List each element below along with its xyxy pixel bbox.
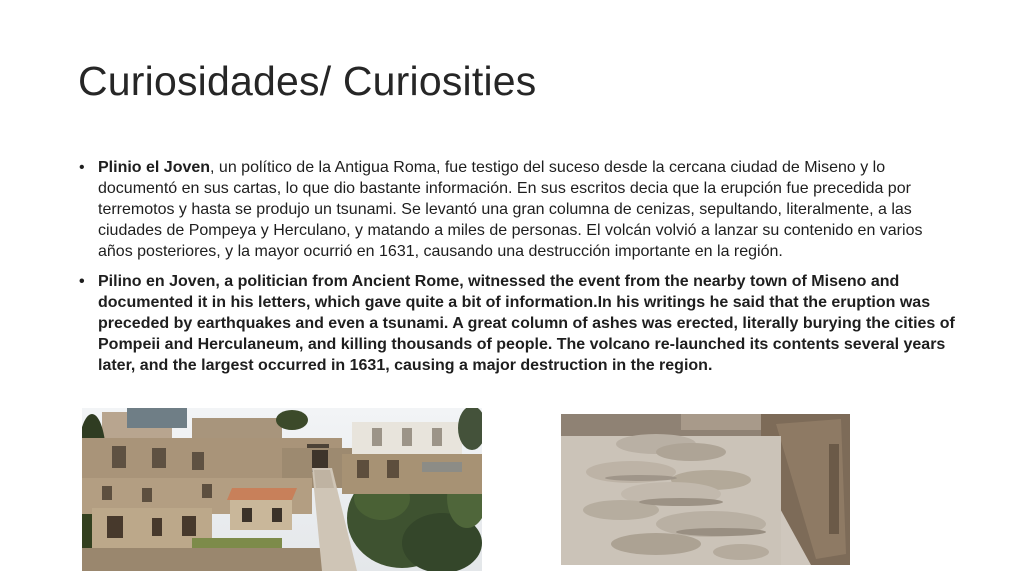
bullet-text-english: Pilino en Joven, a politician from Ancient Rome, witnessed the event from the nearby town of Miseno and documented it in his letters, which gave quite a bit of information.In his writings he said that the eruption was preceded by earthquakes and even a tsunami. A great column of ashes was erected, literally burying the cities of Pompeii and Herculaneum, and killing thousands of people. The volcano re-launched its contents several years later, and the largest occurred in 1631, causing a major destruction in the region. <box>98 273 955 374</box>
bullet-text-spanish: , un político de la Antigua Roma, fue testigo del suceso desde la cercana ciudad de Miseno y lo documentó en sus cartas, lo que dio bastante información. En sus escritos decia que la erupción fue precedida por terremotos y hasta se produjo un tsunami. Se levantó una gran columna de cenizas, sepultando, literalmente, a las ciudades de Pompeya y Herculano, y matando a miles de personas. El volcán volvió a lanzar su contenido en varios años posteriores, y la mayor ocurrió en 1631, causando una destrucción importante en la región. <box>98 159 923 260</box>
bullet-english <box>78 271 958 376</box>
pompeii-ruins-illustration <box>82 408 482 571</box>
bullet-marker: • <box>79 273 85 290</box>
plaster-casts-photo <box>561 414 850 565</box>
bullet-marker: • <box>79 159 85 176</box>
bullet-spanish <box>78 157 958 262</box>
plaster-casts-illustration <box>561 414 850 565</box>
bullet-lead-name: Plinio el Joven <box>98 159 211 176</box>
bullet-list <box>78 157 958 385</box>
slide-title: Curiosidades/ Curiosities <box>78 58 537 104</box>
pompeii-ruins-photo <box>82 408 482 571</box>
